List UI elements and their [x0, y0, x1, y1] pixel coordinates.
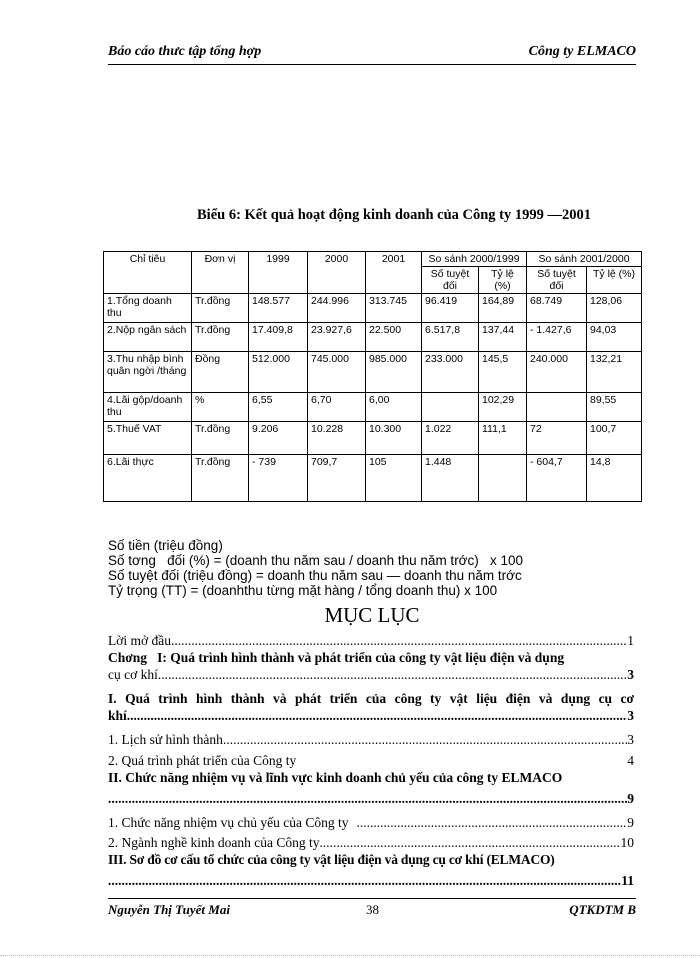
toc-entry-text: Lời mở đầu: [108, 633, 172, 648]
cell-2001: 105: [366, 455, 422, 502]
cell-abs-2: - 1.427,6: [527, 323, 587, 352]
table-row: [104, 393, 642, 422]
cell-pct-2: 14,8: [587, 455, 642, 502]
cell-1999: 9.206: [249, 422, 308, 455]
toc-entry[interactable]: [108, 632, 634, 649]
cell-2001: 313.745: [366, 294, 422, 323]
toc-leader: [158, 666, 627, 683]
toc-entry-text: 1. Lịch sử hình thành: [108, 732, 223, 747]
cell-pct-2: 89,55: [587, 393, 642, 422]
toc-leader: [223, 731, 627, 748]
header-2000: 2000: [308, 252, 366, 294]
header-unit: Đơn vị: [192, 252, 249, 294]
cell-unit: Tr.đồng: [192, 455, 249, 502]
table-row: [104, 323, 642, 352]
cell-2000: 10.228: [308, 422, 366, 455]
cell-pct-1: [479, 455, 527, 502]
cell-pct-2: 132,21: [587, 352, 642, 393]
cell-unit: Đồng: [192, 352, 249, 393]
toc-entry-page: 10: [620, 835, 634, 850]
toc-entry-text: 2. Ngành nghề kinh doanh của Công ty: [108, 835, 320, 850]
header-pct-2: Tỷ lệ (%): [587, 267, 642, 294]
cell-2000: 745.000: [308, 352, 366, 393]
table-row: [104, 294, 642, 323]
header-left: Báo cáo thưc tập tổng hợp: [108, 44, 262, 59]
cell-1999: 148.577: [249, 294, 308, 323]
cell-2000: 709,7: [308, 455, 366, 502]
toc-leader: [171, 632, 627, 649]
toc-entry-page: 3: [627, 667, 634, 682]
header-2001: 2001: [366, 252, 422, 294]
toc-entry-text: cụ cơ khí: [108, 667, 158, 682]
cell-abs-1: 6.517,8: [422, 323, 479, 352]
toc-entry-page: 4: [627, 753, 634, 768]
toc-entry-text: 1. Chức năng nhiệm vụ chủ yếu của Công ty: [108, 815, 349, 830]
cell-unit: Tr.đồng: [192, 323, 249, 352]
toc-entry-page: 11: [621, 873, 634, 888]
cell-unit: %: [192, 393, 249, 422]
cell-abs-1: [422, 393, 479, 422]
cell-pct-2: 100,7: [587, 422, 642, 455]
cell-pct-1: 111,1: [479, 422, 527, 455]
cell-abs-1: 96.419: [422, 294, 479, 323]
cell-indicator: 4.Lãi gộp/doanh thu: [104, 393, 192, 422]
toc-entry-text: I. Quá trình hình thành và phát triển của công ty vật liệu điện và dụng cụ cơ: [108, 691, 634, 706]
toc-entry-section-1[interactable]: [108, 690, 634, 724]
cell-pct-1: 102,29: [479, 393, 527, 422]
note-line: Số tơng đối (%) = (doanh thu năm sau / doanh thu năm trớc) x 100: [108, 553, 524, 568]
header-abs-2: Số tuyệt đối: [527, 267, 587, 294]
header-pct-1: Tỷ lệ (%): [479, 267, 527, 294]
toc-entry-section-3[interactable]: [108, 851, 634, 889]
table-row: [104, 422, 642, 455]
cell-2001: 985.000: [366, 352, 422, 393]
cell-1999: 17.409,8: [249, 323, 308, 352]
note-line: Số tuyệt đối (triệu đồng) = doanh thu năm sau — doanh thu năm trớc: [108, 568, 522, 583]
cell-pct-2: 128,06: [587, 294, 642, 323]
toc-entry-text: Chơng I: Quá trình hình thành và phát triển của công ty vật liệu điện và dụng: [108, 650, 565, 665]
note-line: Tỷ trọng (TT) = (doanhthu từng mặt hàng / tổng doanh thu) x 100: [108, 583, 498, 598]
toc-leader: [108, 790, 627, 807]
table-row: [104, 455, 642, 502]
cell-pct-1: 164,89: [479, 294, 527, 323]
cell-unit: Tr.đồng: [192, 294, 249, 323]
cell-2000: 23.927,6: [308, 323, 366, 352]
cell-abs-1: 233.000: [422, 352, 479, 393]
cell-indicator: 3.Thu nhập bình quân ngời /tháng: [104, 352, 192, 393]
cell-pct-2: 94,03: [587, 323, 642, 352]
cell-indicator: 6.Lãi thực: [104, 455, 192, 502]
table-of-contents: [108, 632, 634, 889]
table-header-row: [104, 252, 642, 267]
cell-abs-2: - 604,7: [527, 455, 587, 502]
header-compare-2001-2000: So sánh 2001/2000: [527, 252, 642, 267]
toc-entry-page: 9: [627, 815, 634, 830]
footer-author: Nguyễn Thị Tuyết Mai: [108, 902, 230, 917]
cell-2001: 10.300: [366, 422, 422, 455]
toc-entry-page: 3: [627, 732, 634, 747]
cell-pct-1: 145,5: [479, 352, 527, 393]
toc-entry[interactable]: [108, 814, 634, 831]
cell-indicator: 2.Nộp ngân sách: [104, 323, 192, 352]
note-line: Số tiền (triệu đồng): [108, 538, 223, 553]
header-abs-1: Số tuyệt đối: [422, 267, 479, 294]
table-title: Biểu 6: Kết quả hoạt động kinh doanh của Công ty 1999 —2001: [197, 207, 591, 223]
toc-entry-text: 2. Quá trình phát triển của Công ty: [108, 753, 297, 768]
header-right: Công ty ELMACO: [528, 44, 636, 59]
notes: [108, 538, 523, 598]
results-table: [103, 251, 642, 502]
toc-entry[interactable]: [108, 834, 634, 851]
cell-2001: 22.500: [366, 323, 422, 352]
toc-entry-text: II. Chức năng nhiệm vụ và lĩnh vực kinh doanh chủ yếu của công ty ELMACO: [108, 770, 563, 785]
toc-entry-page: 1: [627, 633, 634, 648]
cell-2001: 6,00: [366, 393, 422, 422]
cell-abs-2: 68.749: [527, 294, 587, 323]
toc-entry[interactable]: [108, 752, 634, 769]
footer-page-number: 38: [366, 902, 379, 917]
cell-abs-2: [527, 393, 587, 422]
page-header: [108, 44, 636, 65]
header-indicator: Chỉ tiêu: [104, 252, 192, 294]
toc-leader: [319, 834, 620, 851]
toc-entry-chapter-1[interactable]: [108, 649, 634, 683]
toc-title: MỤC LỤC: [324, 603, 420, 627]
cell-2000: 244.996: [308, 294, 366, 323]
cell-abs-1: 1.448: [422, 455, 479, 502]
page-footer: [108, 898, 636, 917]
toc-leader: [349, 814, 628, 831]
toc-entry-page: 9: [627, 791, 634, 806]
toc-entry-text: khí: [108, 708, 127, 723]
cell-1999: - 739: [249, 455, 308, 502]
cell-indicator: 5.Thuế VAT: [104, 422, 192, 455]
toc-entry[interactable]: [108, 731, 634, 748]
header-compare-2000-1999: So sánh 2000/1999: [422, 252, 527, 267]
footer-class: QTKDTM B: [569, 902, 636, 917]
header-1999: 1999: [249, 252, 308, 294]
cell-2000: 6,70: [308, 393, 366, 422]
table-row: [104, 352, 642, 393]
cell-1999: 512.000: [249, 352, 308, 393]
cell-abs-1: 1.022: [422, 422, 479, 455]
cell-indicator: 1.Tổng doanh thu: [104, 294, 192, 323]
toc-leader: [108, 872, 621, 889]
toc-entry-section-2[interactable]: [108, 769, 634, 807]
cell-abs-2: 72: [527, 422, 587, 455]
page-edge-divider: [0, 955, 700, 956]
toc-leader: [127, 707, 627, 724]
cell-1999: 6,55: [249, 393, 308, 422]
cell-pct-1: 137,44: [479, 323, 527, 352]
toc-entry-text: III. Sơ đồ cơ cấu tổ chức của công ty vật liệu điện và dụng cụ cơ khí (ELMACO): [108, 852, 555, 867]
cell-unit: Tr.đồng: [192, 422, 249, 455]
toc-entry-page: 3: [627, 708, 634, 723]
cell-abs-2: 240.000: [527, 352, 587, 393]
